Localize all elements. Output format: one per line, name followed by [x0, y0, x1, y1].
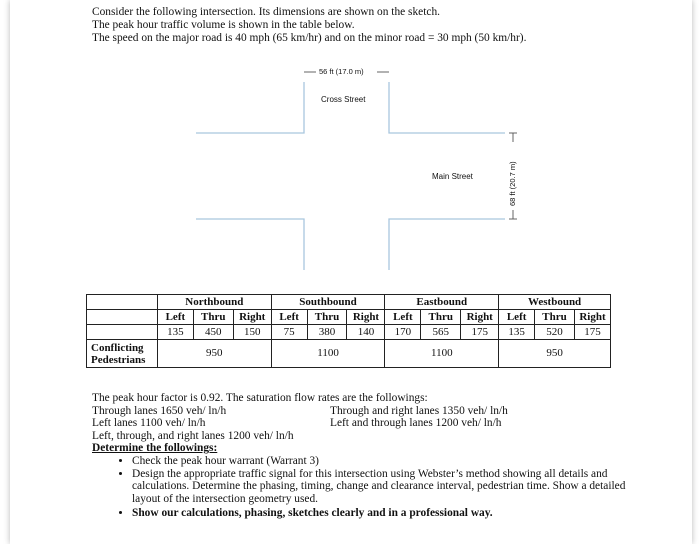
- nb-left-header: Left: [157, 310, 193, 325]
- wb-right-header: Right: [574, 310, 610, 325]
- pedestrian-row: [87, 340, 611, 368]
- nb-right-volume: 150: [233, 325, 271, 340]
- conflicting-label: Conflicting: [91, 341, 144, 354]
- left-through-lanes-text: Left and through lanes 1200 veh/ ln/h: [330, 417, 502, 430]
- task-presentation: • Show our calculations, phasing, sketches clearly and in a professional way.: [132, 507, 652, 520]
- phf-line: The peak hour factor is 0.92. The saturation flow rates are the followings:: [92, 392, 428, 404]
- sb-thru-header: Thru: [307, 310, 347, 325]
- task-design-signal: • Design the appropriate traffic signal for this intersection using Webster’s method showing all details and calculations. Determine the phasing, timing, change and clearance interval, pedestrian time. Show a detailed layout of the intersection geometry used.: [132, 468, 652, 506]
- header-eastbound: Eastbound: [385, 295, 499, 310]
- left-through-right-text: Left, through, and right lanes 1200 veh/ ln/h: [92, 429, 294, 442]
- header-westbound: Westbound: [499, 295, 611, 310]
- eb-left-volume: 170: [385, 325, 421, 340]
- through-lanes-text: Through lanes 1650 veh/ ln/h: [92, 404, 227, 417]
- sb-thru-volume: 380: [307, 325, 347, 340]
- sb-right-header: Right: [347, 310, 385, 325]
- wb-pedestrians: 950: [499, 340, 611, 368]
- problem-notes: [92, 392, 652, 520]
- curb-southeast: [389, 219, 505, 270]
- volume-row: [87, 325, 611, 340]
- sat-flow-row-1: [92, 405, 652, 418]
- curb-northwest: [196, 82, 304, 133]
- nb-thru-header: Thru: [193, 310, 233, 325]
- main-street-label: Main Street: [432, 172, 473, 181]
- eb-thru-header: Thru: [421, 310, 461, 325]
- eb-left-header: Left: [385, 310, 421, 325]
- eb-pedestrians: 1100: [385, 340, 499, 368]
- blank-movement-cell: [87, 310, 158, 325]
- pedestrians-label: Pedestrians: [91, 353, 146, 366]
- sat-flow-row-2: [92, 417, 652, 430]
- curb-northeast: [389, 82, 505, 133]
- wb-thru-header: Thru: [535, 310, 575, 325]
- wb-thru-volume: 520: [535, 325, 575, 340]
- header-southbound: Southbound: [271, 295, 385, 310]
- sb-left-volume: 75: [271, 325, 307, 340]
- nb-right-header: Right: [233, 310, 271, 325]
- wb-right-volume: 175: [574, 325, 610, 340]
- blank-header-cell: [87, 295, 158, 310]
- wb-left-volume: 135: [499, 325, 535, 340]
- top-dimension-label: 56 ft (17.0 m): [319, 67, 364, 76]
- task-warrant: • Check the peak hour warrant (Warrant 3): [132, 455, 652, 468]
- eb-right-header: Right: [461, 310, 499, 325]
- determine-heading: Determine the followings:: [92, 442, 218, 455]
- sb-left-header: Left: [271, 310, 307, 325]
- conflicting-pedestrians-label: [87, 340, 158, 368]
- eb-right-volume: 175: [461, 325, 499, 340]
- intro-line-1: Consider the following intersection. Its dimensions are shown on the sketch.: [92, 6, 440, 18]
- side-dimension-label: 68 ft (20.7 m): [508, 161, 517, 206]
- intro-line-3: The speed on the major road is 40 mph (65 km/hr) and on the minor road = 30 mph (50 km/hr).: [92, 32, 527, 45]
- cross-street-label: Cross Street: [321, 95, 366, 104]
- blank-volume-cell: [87, 325, 158, 340]
- sb-pedestrians: 1100: [271, 340, 385, 368]
- sb-right-volume: 140: [347, 325, 385, 340]
- peak-hour-volume-table: [86, 294, 611, 368]
- nb-pedestrians: 950: [157, 340, 271, 368]
- direction-header-row: [87, 295, 611, 310]
- curb-southwest: [196, 219, 304, 270]
- header-northbound: Northbound: [157, 295, 271, 310]
- nb-left-volume: 135: [157, 325, 193, 340]
- nb-thru-volume: 450: [193, 325, 233, 340]
- intro-line-2: The peak hour traffic volume is shown in the table below.: [92, 19, 355, 32]
- left-lanes-text: Left lanes 1100 veh/ ln/h: [92, 417, 206, 430]
- wb-left-header: Left: [499, 310, 535, 325]
- task-list: [92, 455, 652, 520]
- movement-header-row: [87, 310, 611, 325]
- eb-thru-volume: 565: [421, 325, 461, 340]
- through-right-lanes-text: Through and right lanes 1350 veh/ ln/h: [330, 404, 508, 417]
